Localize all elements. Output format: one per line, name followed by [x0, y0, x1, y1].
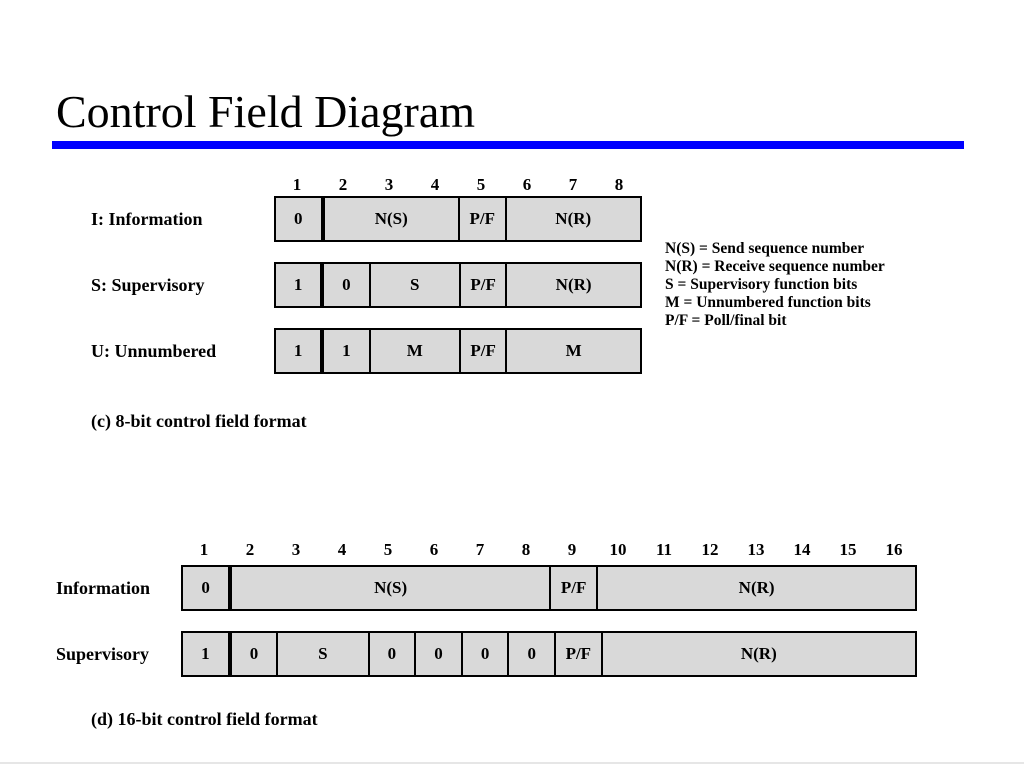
row-label: S: Supervisory: [91, 275, 205, 295]
field-cell: P/F: [549, 567, 596, 609]
field-cell: N(R): [505, 198, 641, 240]
bit-number: 9: [567, 540, 577, 559]
bit-number: 5: [476, 175, 486, 194]
field-cell: P/F: [459, 264, 505, 306]
field-cell: N(R): [596, 567, 915, 609]
field-cell: 0: [320, 264, 368, 306]
bit-number: 3: [291, 540, 301, 559]
field-cell: P/F: [458, 198, 505, 240]
bit-number: 2: [338, 175, 348, 194]
diagram-caption: (c) 8-bit control field format: [91, 411, 307, 431]
bit-number: 16: [885, 540, 903, 559]
field-cell: P/F: [554, 633, 601, 675]
field-cell: 0: [201, 578, 210, 597]
bit-number: 7: [475, 540, 485, 559]
page-title: Control Field Diagram: [56, 86, 476, 137]
bit-number: 2: [245, 540, 255, 559]
bit-number: 4: [337, 540, 347, 559]
legend-item-m: M = Unnumbered function bits: [665, 294, 871, 311]
field-cell: 1: [320, 330, 368, 372]
field-cell: M: [505, 330, 640, 372]
bit-number: 5: [383, 540, 393, 559]
legend-item-pf: P/F = Poll/final bit: [665, 312, 787, 329]
field-cell: 0: [368, 633, 415, 675]
field-cell: 0: [294, 209, 303, 228]
row-label: U: Unnumbered: [91, 341, 217, 361]
field-cell: 1: [293, 341, 303, 360]
footer-divider: [0, 762, 1024, 764]
legend-item-nr: N(R) = Receive sequence number: [665, 258, 885, 275]
bit-number: 6: [522, 175, 532, 194]
field-cell: 1: [201, 644, 210, 663]
row-label: I: Information: [91, 209, 203, 229]
bit-number: 12: [701, 540, 719, 559]
bit-number: 8: [614, 175, 624, 194]
bit-number: 15: [839, 540, 857, 559]
bit-number: 7: [568, 175, 578, 194]
bit-number: 8: [521, 540, 531, 559]
field-cell: 0: [414, 633, 461, 675]
legend-item-s: S = Supervisory function bits: [665, 276, 858, 293]
field-cell: 1: [293, 275, 303, 294]
bit-number: 13: [747, 540, 765, 559]
bit-number: 1: [292, 175, 302, 194]
bit-number: 3: [384, 175, 394, 194]
bit-number: 4: [430, 175, 440, 194]
bit-number: 14: [793, 540, 811, 559]
field-cell: M: [369, 330, 460, 372]
bit-number: 10: [609, 540, 627, 559]
field-cell: 0: [228, 633, 277, 675]
bit-number: 1: [199, 540, 209, 559]
field-cell: N(R): [601, 633, 915, 675]
bit-number: 6: [429, 540, 439, 559]
row-label: Information: [56, 578, 150, 598]
field-cell: P/F: [459, 330, 505, 372]
field-cell: 0: [507, 633, 554, 675]
diagram-caption: (d) 16-bit control field format: [91, 709, 318, 729]
field-cell: N(S): [321, 198, 459, 240]
field-cell: 0: [461, 633, 508, 675]
field-cell: N(S): [228, 567, 549, 609]
field-row: [181, 565, 917, 611]
legend-item-ns: N(S) = Send sequence number: [665, 240, 865, 257]
field-cell: N(R): [505, 264, 640, 306]
row-label: Supervisory: [56, 644, 150, 664]
field-cell: S: [276, 633, 367, 675]
field-row: [181, 631, 917, 677]
bit-number: 11: [655, 540, 673, 559]
field-cell: S: [369, 264, 460, 306]
